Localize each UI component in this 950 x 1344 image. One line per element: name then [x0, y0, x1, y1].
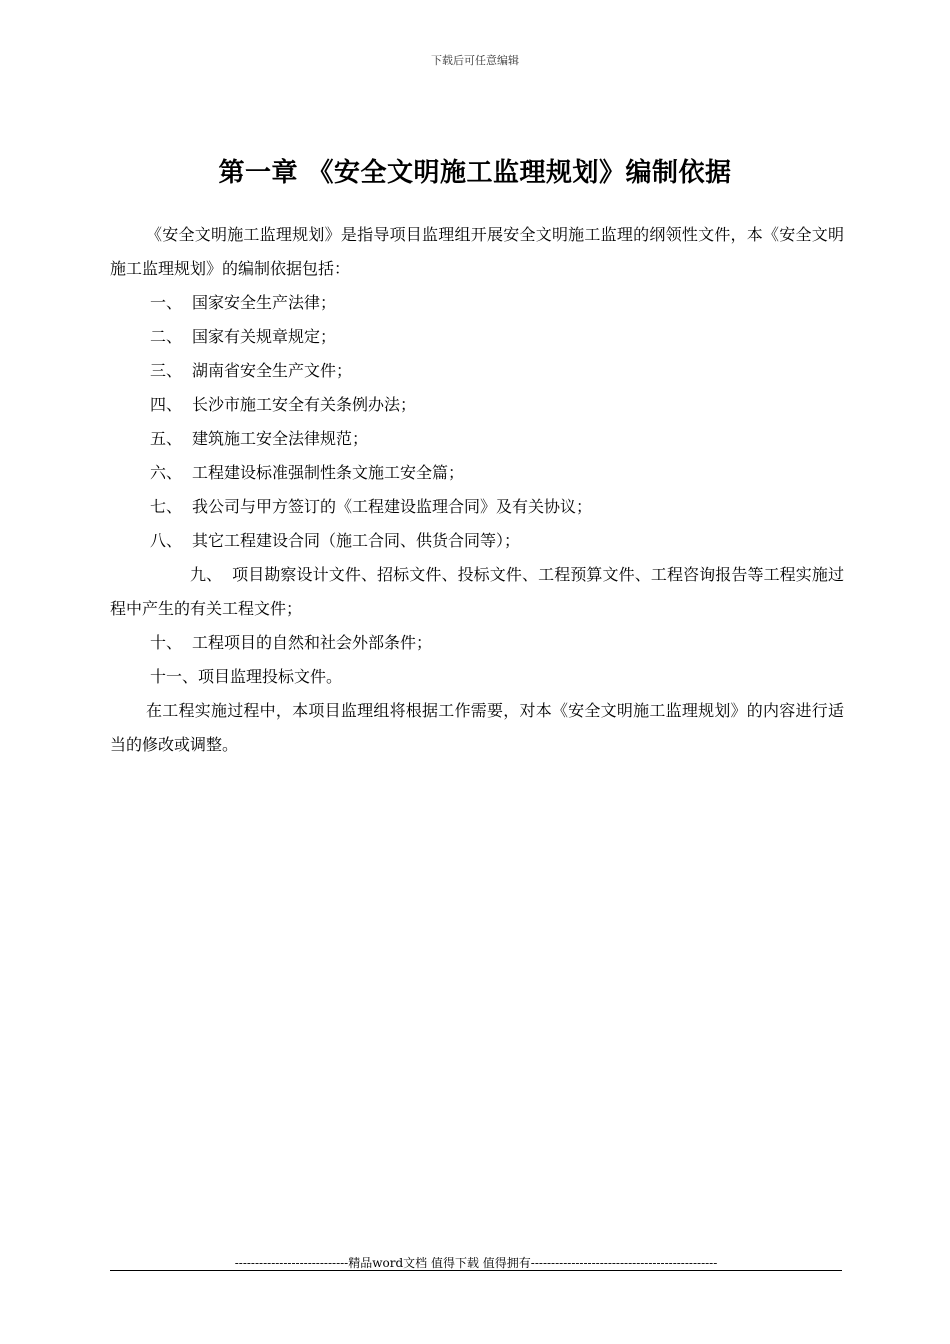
- list-item-number: 三、: [150, 361, 183, 380]
- list-item-number: 八、: [150, 531, 183, 550]
- list-item: [110, 558, 844, 626]
- list-item-number: 二、: [150, 327, 183, 346]
- footer-divider: [110, 1270, 842, 1271]
- list-item: [110, 660, 844, 694]
- list-item-text: 工程项目的自然和社会外部条件；: [192, 633, 433, 652]
- list-item-text: 国家有关规章规定；: [192, 327, 337, 346]
- closing-paragraph: 在工程实施过程中，本项目监理组将根据工作需要，对本《安全文明施工监理规划》的内容进行适当的修改或调整。: [110, 701, 844, 754]
- list-item: [110, 354, 844, 388]
- list-item-number: 一、: [150, 293, 183, 312]
- list-item-number: 十、: [150, 633, 183, 652]
- list-item: [110, 388, 844, 422]
- intro-paragraph: 《安全文明施工监理规划》是指导项目监理组开展安全文明施工监理的纲领性文件，本《安全文明施工监理规划》的编制依据包括：: [110, 225, 844, 278]
- list-item-text: 湖南省安全生产文件；: [192, 361, 353, 380]
- list-item-text: 项目勘察设计文件、招标文件、投标文件、工程预算文件、工程咨询报告等工程实施过程中产生的有关工程文件；: [110, 565, 844, 618]
- list-item: [110, 524, 844, 558]
- list-item: [110, 320, 844, 354]
- chapter-title: 第一章 《安全文明施工监理规划》编制依据: [218, 158, 732, 188]
- list-item-text: 建筑施工安全法律规范；: [192, 429, 369, 448]
- list-item-number: 四、: [150, 395, 183, 414]
- list-item-number: 七、: [150, 497, 183, 516]
- list-item-number: 五、: [150, 429, 183, 448]
- list-item-number: 九、: [190, 565, 223, 584]
- page-header-note: 下载后可任意编辑: [431, 54, 519, 67]
- list-item-text: 我公司与甲方签订的《工程建设监理合同》及有关协议；: [192, 497, 593, 516]
- list-item: [110, 456, 844, 490]
- list-item-text: 其它工程建设合同（施工合同、供货合同等）；: [192, 531, 521, 550]
- list-item-text: 国家安全生产法律；: [192, 293, 337, 312]
- list-item: [110, 490, 844, 524]
- list-item: [110, 626, 844, 660]
- list-item-text: 项目监理投标文件。: [198, 667, 343, 686]
- list-item: [110, 422, 844, 456]
- document-body: [110, 218, 844, 762]
- footer-text: ----------------------------精品word文档 值得下载 值得拥有----------------------------------------------: [234, 1256, 718, 1270]
- list-item-number: 六、: [150, 463, 183, 482]
- list-item: [110, 286, 844, 320]
- list-item-text: 工程建设标准强制性条文施工安全篇；: [192, 463, 465, 482]
- list-item-number: 十一、: [150, 667, 199, 686]
- list-item-text: 长沙市施工安全有关条例办法；: [192, 395, 417, 414]
